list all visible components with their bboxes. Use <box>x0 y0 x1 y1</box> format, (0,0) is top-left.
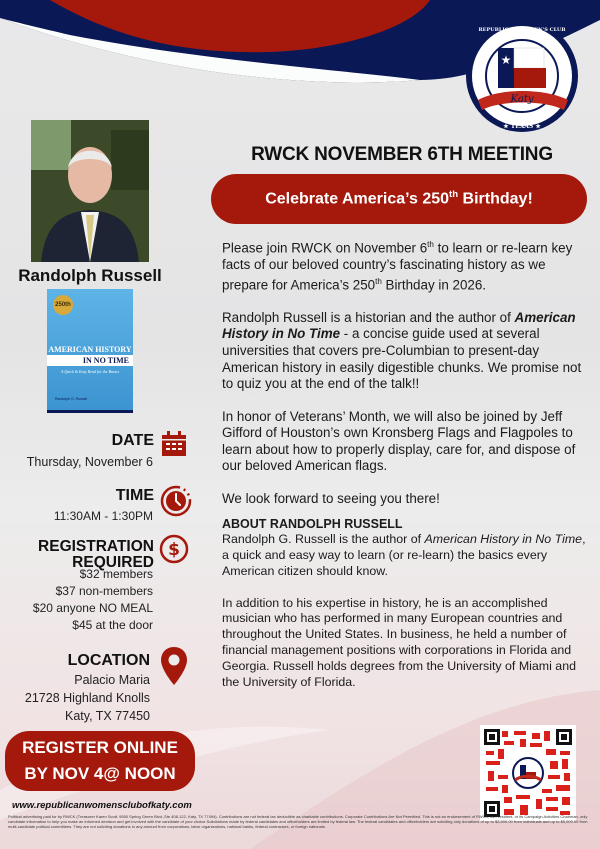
veterans-paragraph: In honor of Veterans’ Month, we will also be joined by Jeff Gifford of Houston’s own Kronsberg Flags and Flagpoles to learn about how to properly display, care for, and dispose of our beloved American flags. <box>222 408 576 474</box>
date-label: DATE <box>111 432 154 449</box>
price-non-members: $37 non-members <box>55 584 153 598</box>
location-label: LOCATION <box>67 652 150 669</box>
about-paragraph-1: Randolph G. Russell is the author of American History in No Time, a quick and easy way to learn (or re-learn) the basics every American citizen should know. <box>222 532 586 578</box>
intro-paragraph: Please join RWCK on November 6th to learn or re-learn key facts of our beloved country’s fascinating history as we prepare for America’s 250th Birthday in 2026. <box>222 240 573 293</box>
registration-label: REGISTRATION REQUIRED <box>38 538 154 571</box>
speaker-photo <box>31 120 149 262</box>
qr-code[interactable] <box>480 725 576 821</box>
website-link[interactable]: www.republicanwomensclubofkaty.com <box>12 800 192 811</box>
price-at-door: $45 at the door <box>72 618 153 632</box>
about-paragraph-2: In addition to his expertise in history, he is an accomplished musician who has performed in many European countries and throughout the United States. In business, he held a number of financial management positions with corporations in Florida and Georgia. Russell holds degrees from the University of Miami and the University of Florida. <box>222 595 576 689</box>
anniversary-badge: 250th <box>53 295 73 315</box>
speaker-name: Randolph Russell <box>18 266 162 285</box>
book-subtitle: A Quick & Easy Read for the Basics <box>60 369 120 374</box>
street-address: 21728 Highland Knolls <box>24 691 150 705</box>
svg-text:★: ★ <box>500 53 512 67</box>
price-members: $32 members <box>79 567 153 581</box>
book-cover <box>47 289 133 413</box>
rwck-logo <box>460 18 585 136</box>
price-list <box>10 566 153 634</box>
about-heading: ABOUT RANDOLPH RUSSELL <box>222 516 403 531</box>
location-address <box>10 671 150 725</box>
date-value: Thursday, November 6 <box>26 455 153 469</box>
svg-text:$: $ <box>168 540 180 560</box>
time-label: TIME <box>115 487 154 504</box>
svg-text:★ TEXAS ★: ★ TEXAS ★ <box>503 123 541 130</box>
city-state-zip: Katy, TX 77450 <box>64 709 150 723</box>
banner-text: Celebrate America’s 250 <box>265 190 450 208</box>
dollar-icon <box>159 534 189 564</box>
celebrate-banner: Celebrate America’s 250th Birthday! <box>211 174 587 224</box>
svg-text:Katy: Katy <box>510 94 534 105</box>
svg-text:REPUBLICAN WOMEN'S CLUB: REPUBLICAN WOMEN'S CLUB <box>478 27 566 33</box>
page-title: RWCK NOVEMBER 6TH MEETING <box>251 144 553 165</box>
clock-icon <box>160 485 192 517</box>
book-title-2: IN NO TIME <box>47 355 133 366</box>
political-disclaimer: Political advertising paid for by RWCK (Treasurer Karen Scott, 9550 Spring Green Blvd.,Ste 408-122, Katy, TX 77494). Contributions are not federal tax deductible as charitable contributions. Corporate Contributions Are Not Permitted. This is not an endorsement of RWCK, its President, or its Campaign Activities Chairman, only candidate information to help you make an informed decision and get involved with the candidate of your choice.Solicitations made by federal candidates and officeholders are limited by federal law. The federal candidates and officeholders are soliciting only donations of up to $3,500.00 from individuals and up to $5,000.00 from multi-candidate political committees. They are not soliciting donations in any amount from corporations, labor organizations, national banks, federal contractors, or foreign nationals. <box>8 814 588 830</box>
calendar-icon <box>160 430 188 458</box>
author-paragraph: Randolph Russell is a historian and the author of American History in No Time - a concise guide used at several universities that covers pre-Columbian to present-day American history in easily digestible chunks. We promise not to quiz you at the end of the talk!! <box>222 309 582 392</box>
map-pin-icon <box>160 646 188 686</box>
book-title-1: AMERICAN HISTORY <box>48 345 132 354</box>
price-no-meal: $20 anyone NO MEAL <box>32 601 153 615</box>
closing-paragraph: We look forward to seeing you there! <box>222 491 440 507</box>
event-description <box>222 237 592 706</box>
register-online-button[interactable]: REGISTER ONLINE BY NOV 4@ NOON <box>5 731 195 791</box>
venue-name: Palacio Maria <box>74 673 150 687</box>
book-author: Randolph G. Russell <box>55 397 88 401</box>
time-value: 11:30AM - 1:30PM <box>53 509 153 523</box>
